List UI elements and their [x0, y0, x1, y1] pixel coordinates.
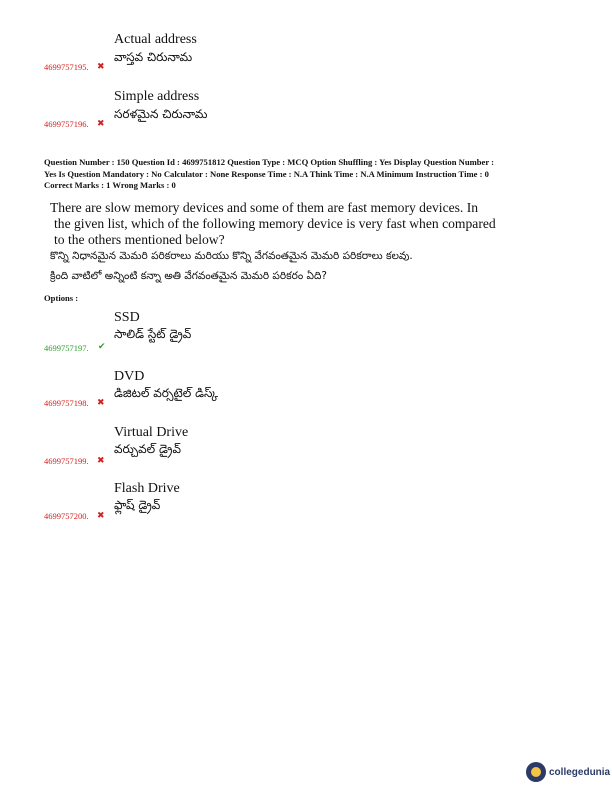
meta-line-1: Question Number : 150 Question Id : 4699751812 Question Type : MCQ Option Shuffling : Yes Display Question Number : — [44, 157, 495, 167]
option-text-te: వాస్తవ చిరునామ — [114, 50, 193, 64]
option-id: 4699757197. — [44, 343, 89, 353]
option-text-en: Simple address — [114, 89, 200, 104]
option-id: 4699757198. — [44, 398, 89, 408]
option-text-te: డిజిటల్ వర్సటైల్ డిస్క్ — [114, 386, 219, 400]
option-id: 4699757200. — [44, 511, 89, 521]
question-text-te-2: క్రింది వాటిలో అన్నింటి కన్నా అతి వేగవంతమైన మెమరి పరికరం ఏది? — [50, 270, 327, 282]
option-text-te: ఫ్లాష్ డ్రైవ్ — [114, 498, 161, 512]
question-text-te-1: కొన్ని నిధానమైన మెమరి పరికరాలు మరియు కొన్ని వేగవంతమైన మెమరి పరికరాలు కలవు. — [50, 250, 413, 262]
option-text-te: సరళమైన చిరునామ — [114, 107, 208, 121]
logo-text: collegedunia — [549, 766, 611, 778]
options-label: Options : — [44, 293, 79, 303]
option-id: 4699757195. — [44, 62, 89, 72]
question-text-en — [50, 200, 550, 248]
option-text-en: DVD — [114, 369, 145, 384]
option-text-en: Virtual Drive — [114, 425, 189, 440]
question-line-3: to the others mentioned below? — [54, 232, 225, 247]
wrong-mark-icon: ✖ — [97, 455, 105, 465]
wrong-mark-icon: ✖ — [97, 510, 105, 520]
logo-icon — [526, 762, 546, 782]
question-line-1: There are slow memory devices and some of them are fast memory devices. In — [50, 200, 479, 215]
option-text-en: SSD — [114, 310, 140, 325]
check-icon: ✔ — [98, 341, 106, 351]
collegedunia-logo — [526, 762, 610, 782]
wrong-mark-icon: ✖ — [97, 397, 105, 407]
wrong-mark-icon: ✖ — [97, 118, 105, 128]
meta-line-2: Yes Is Question Mandatory : No Calculator : None Response Time : N.A Think Time : N.A Minimum Instruction Time : 0 — [44, 168, 489, 179]
wrong-mark-icon: ✖ — [97, 61, 105, 71]
meta-line-3: Correct Marks : 1 Wrong Marks : 0 — [44, 180, 176, 190]
option-text-te: వర్చువల్ డ్రైవ్ — [114, 442, 181, 456]
question-line-2: the given list, which of the following memory device is very fast when compared — [54, 216, 496, 231]
question-meta — [44, 157, 584, 192]
option-id: 4699757196. — [44, 119, 89, 129]
option-text-en: Actual address — [114, 32, 197, 47]
option-text-en: Flash Drive — [114, 481, 180, 496]
option-text-te: సాలిడ్ స్టేట్ డ్రైవ్ — [114, 327, 192, 341]
option-id: 4699757199. — [44, 456, 89, 466]
